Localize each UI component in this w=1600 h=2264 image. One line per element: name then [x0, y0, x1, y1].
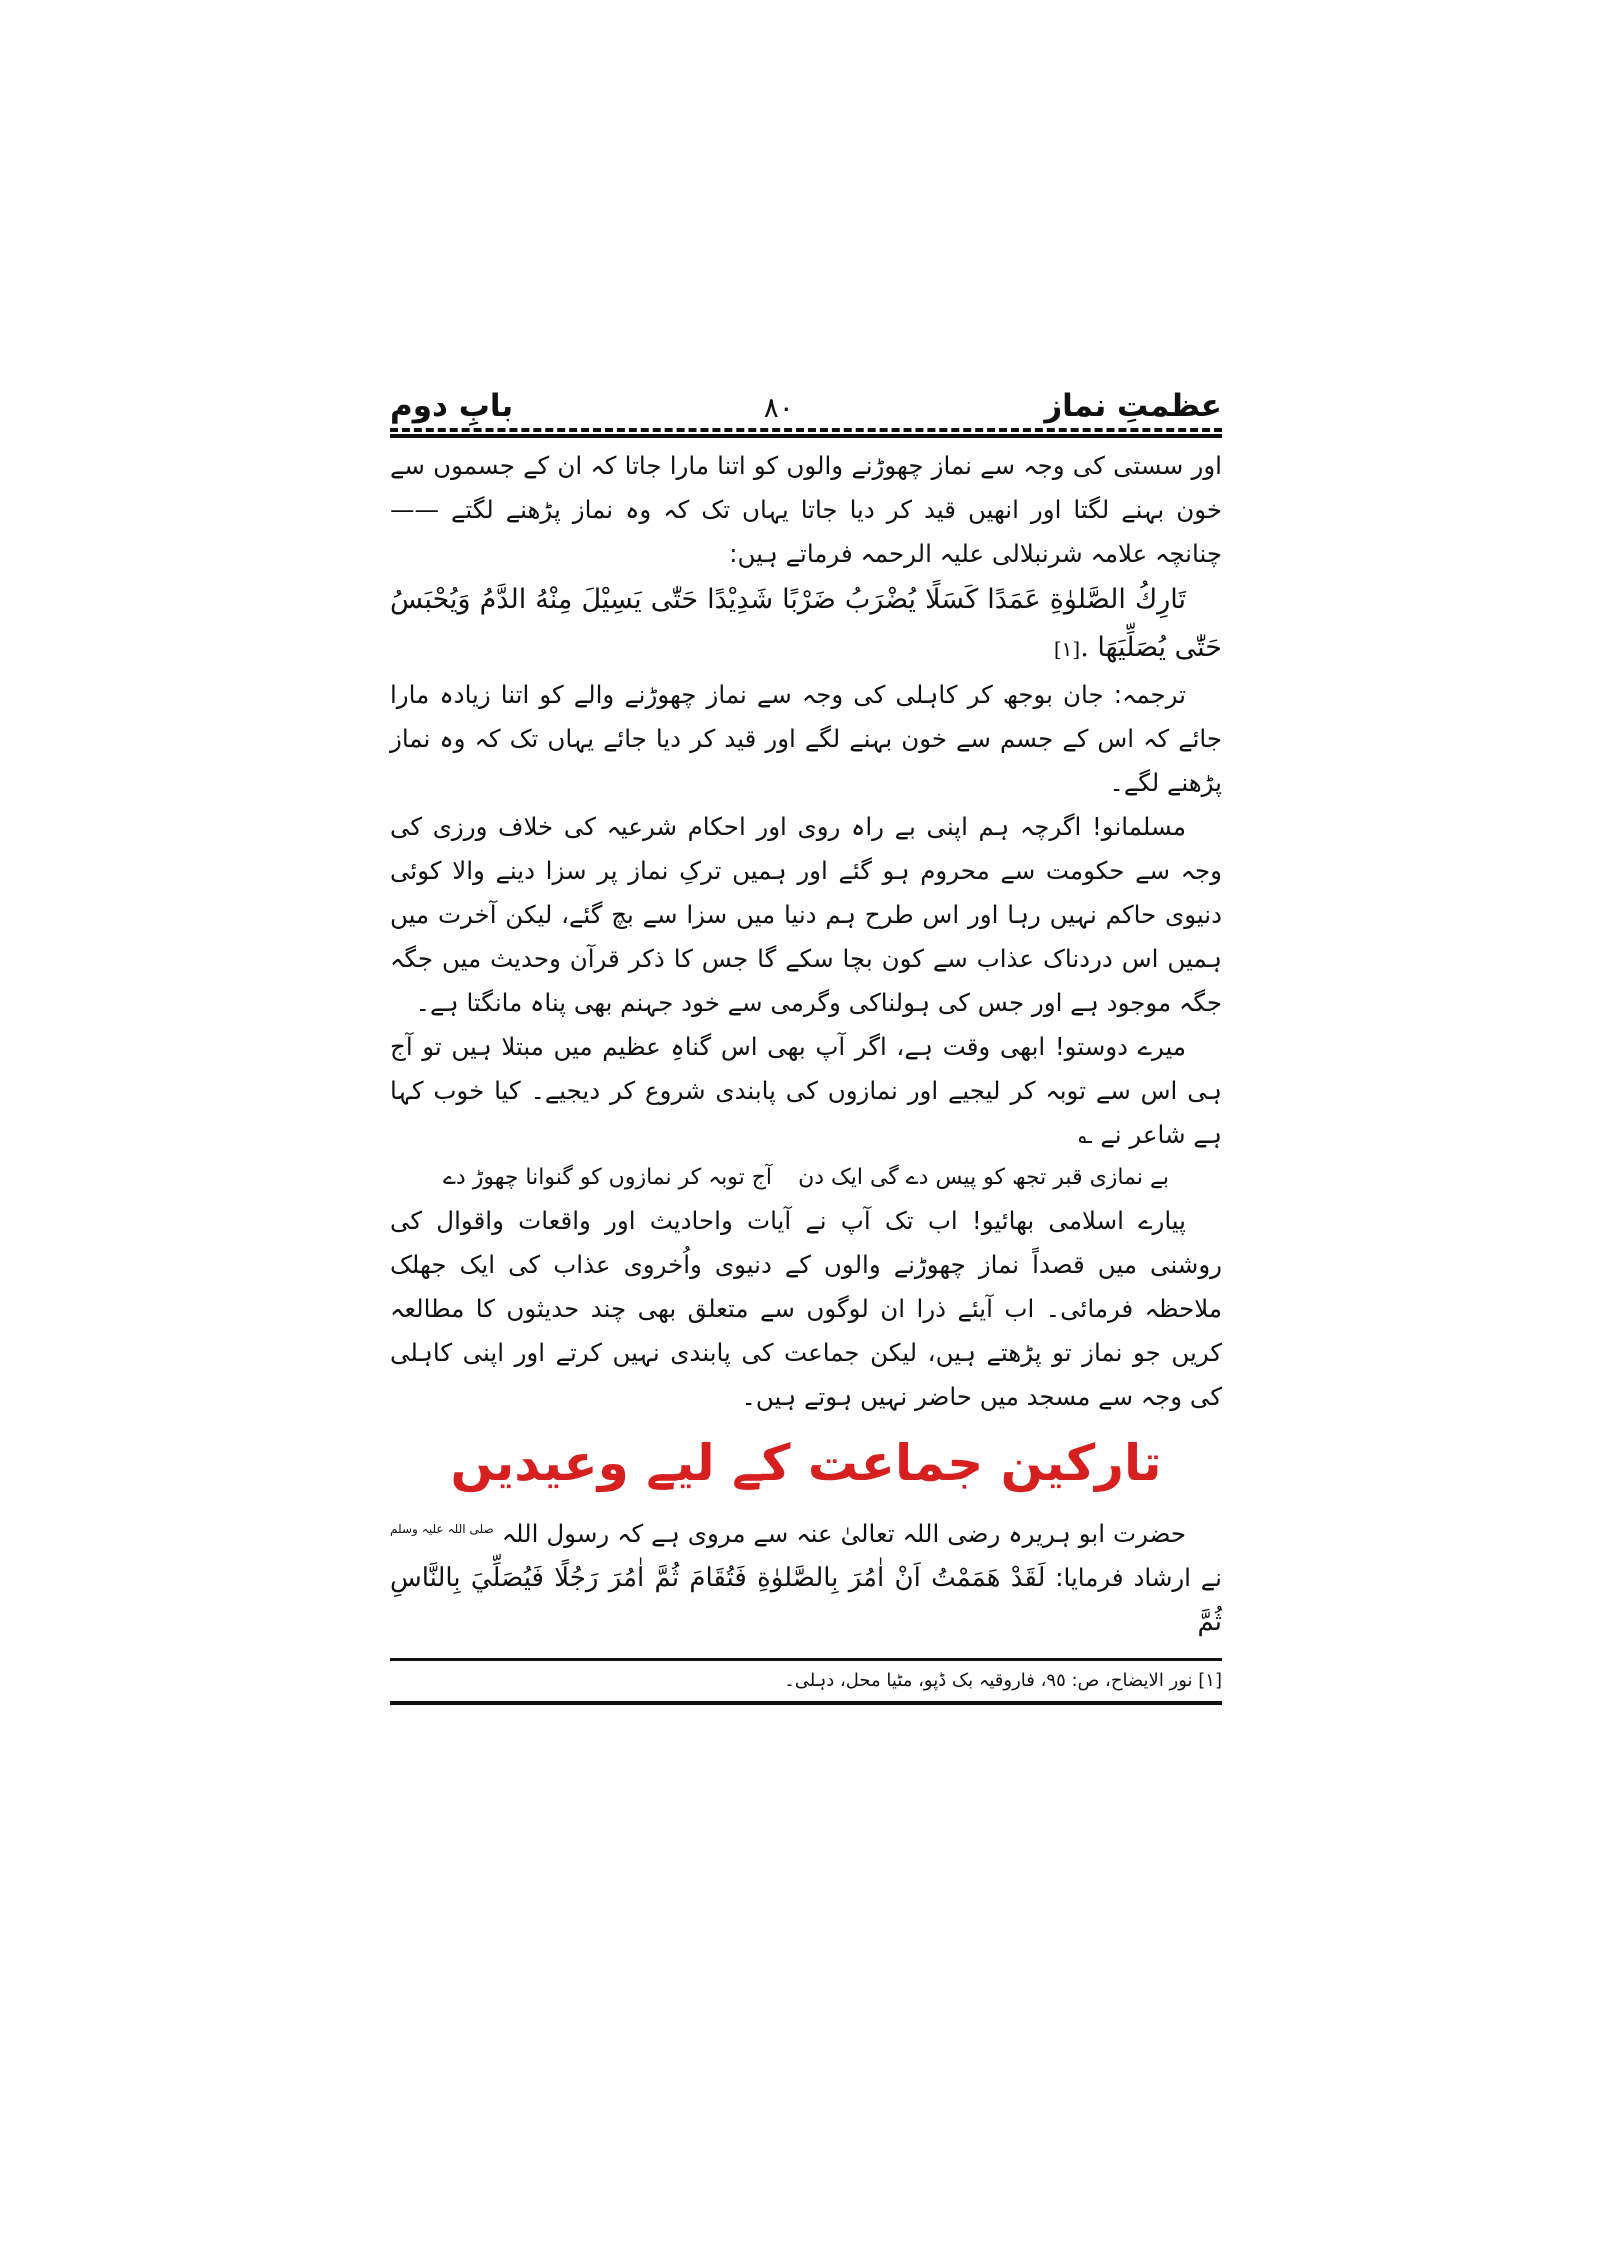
page-number: ٨٠ — [763, 391, 794, 424]
paragraph-5: پیارے اسلامی بھائیو! اب تک آپ نے آیات واحادیث اور واقعات واقوال کی روشنی میں قصداً نماز چھوڑنے والوں کے دنیوی واُخروی عذاب کی ایک جھلک ملاحظہ فرمائی۔ اب آیئے ذرا ان لوگوں سے متعلق بھی چند حدیثوں کا مطالعہ کریں جو نماز تو پڑھتے ہیں، لیکن جماعت کی پابندی نہیں کرتے اور اپنی کاہلی کی وجہ سے مسجد میں حاضر نہیں ہوتے ہیں۔ — [390, 1206, 1222, 1411]
paragraph-1: اور سستی کی وجہ سے نماز چھوڑنے والوں کو اتنا مارا جاتا کہ ان کے جسموں سے خون بہنے لگتا اور انھیں قید کر دیا جاتا یہاں تک کہ وہ نماز پڑھنے لگتے —— چنانچہ علامہ شرنبلالی علیہ الرحمہ فرماتے ہیں: — [390, 451, 1222, 568]
paragraph-3: مسلمانو! اگرچہ ہم اپنی بے راہ روی اور احکام شرعیہ کی خلاف ورزی کی وجہ سے حکومت سے محروم ہو گئے اور ہمیں ترکِ نماز پر سزا دینے والا کوئی دنیوی حاکم نہیں رہا اور اس طرح ہم دنیا میں سزا سے بچ گئے، لیکن آخرت میں ہمیں اس دردناک عذاب سے کون بچا سکے گا جس کا ذکر قرآن وحدیث میں جگہ جگہ موجود ہے اور جس کی ہولناکی وگرمی سے خود جہنم بھی پناہ مانگتا ہے۔ — [390, 812, 1222, 1017]
chapter-title: بابِ دوم — [390, 388, 514, 424]
hadith-intro-end: نے ارشاد فرمایا: — [1055, 1563, 1222, 1593]
salutation-ligature: صلی اللہ علیہ وسلم — [390, 1522, 494, 1536]
footnote: [١] نور الایضاح، ص: ٩٥، فاروقیہ بک ڈپو، مٹیا محل، دہلی۔ — [784, 1670, 1222, 1692]
header-solid-rule — [390, 434, 1222, 438]
translation-paragraph: ترجمہ: جان بوجھ کر کاہلی کی وجہ سے نماز چھوڑنے والے کو اتنا زیادہ مارا جائے کہ اس کے جسم سے خون بہنے لگے اور قید کر دیا جائے یہاں تک کہ وہ نماز پڑھنے لگے۔ — [390, 680, 1222, 797]
couplet-line-a: آج توبہ کر نمازوں کو گنوانا چھوڑ دے — [443, 1165, 773, 1190]
header-dashed-rule — [390, 428, 1222, 432]
page-body — [390, 444, 1222, 1644]
footnote-reference: [١] — [1053, 637, 1081, 661]
poetry-couplet — [390, 1157, 1222, 1199]
hadith-intro: حضرت ابو ہریرہ رضی اللہ تعالیٰ عنہ سے مروی ہے کہ رسول اللہ — [501, 1519, 1186, 1549]
hadith-arabic: لَقَدْ هَمَمْتُ اَنْ اٰمُرَ بِالصَّلوٰةِ فَتُقَامَ ثُمَّ اٰمُرَ رَجُلًا فَيُصَلِّيَ بِالنَّاسِ ثُمَّ — [390, 1563, 1222, 1638]
arabic-quote — [390, 576, 1222, 673]
paragraph-4: میرے دوستو! ابھی وقت ہے، اگر آپ بھی اس گناہِ عظیم میں مبتلا ہیں تو آج ہی اس سے توبہ کر لیجیے اور نمازوں کی پابندی شروع کر دیجیے۔ کیا خوب کہا ہے شاعر نے ؎ — [390, 1032, 1222, 1149]
section-heading: تارکین جماعت کے لیے وعیدیں — [450, 1434, 1162, 1492]
arabic-quote-text: تَارِكُ الصَّلوٰةِ عَمَدًا كَسَلًا يُضْرَبُ ضَرْبًا شَدِيْدًا حَتّٰى يَسِيْلَ مِنْهُ الدَّمُ وَيُحْبَسُ حَتّٰى يُصَلِّيَهَا . — [390, 584, 1222, 663]
book-title: عظمتِ نماز — [1044, 388, 1222, 424]
running-header — [390, 378, 1222, 422]
paragraph-6 — [390, 1507, 1222, 1644]
bottom-rule — [390, 1701, 1222, 1705]
couplet-line-b: بے نمازی قبر تجھ کو پیس دے گی ایک دن — [798, 1165, 1169, 1190]
document-page — [390, 378, 1222, 1705]
